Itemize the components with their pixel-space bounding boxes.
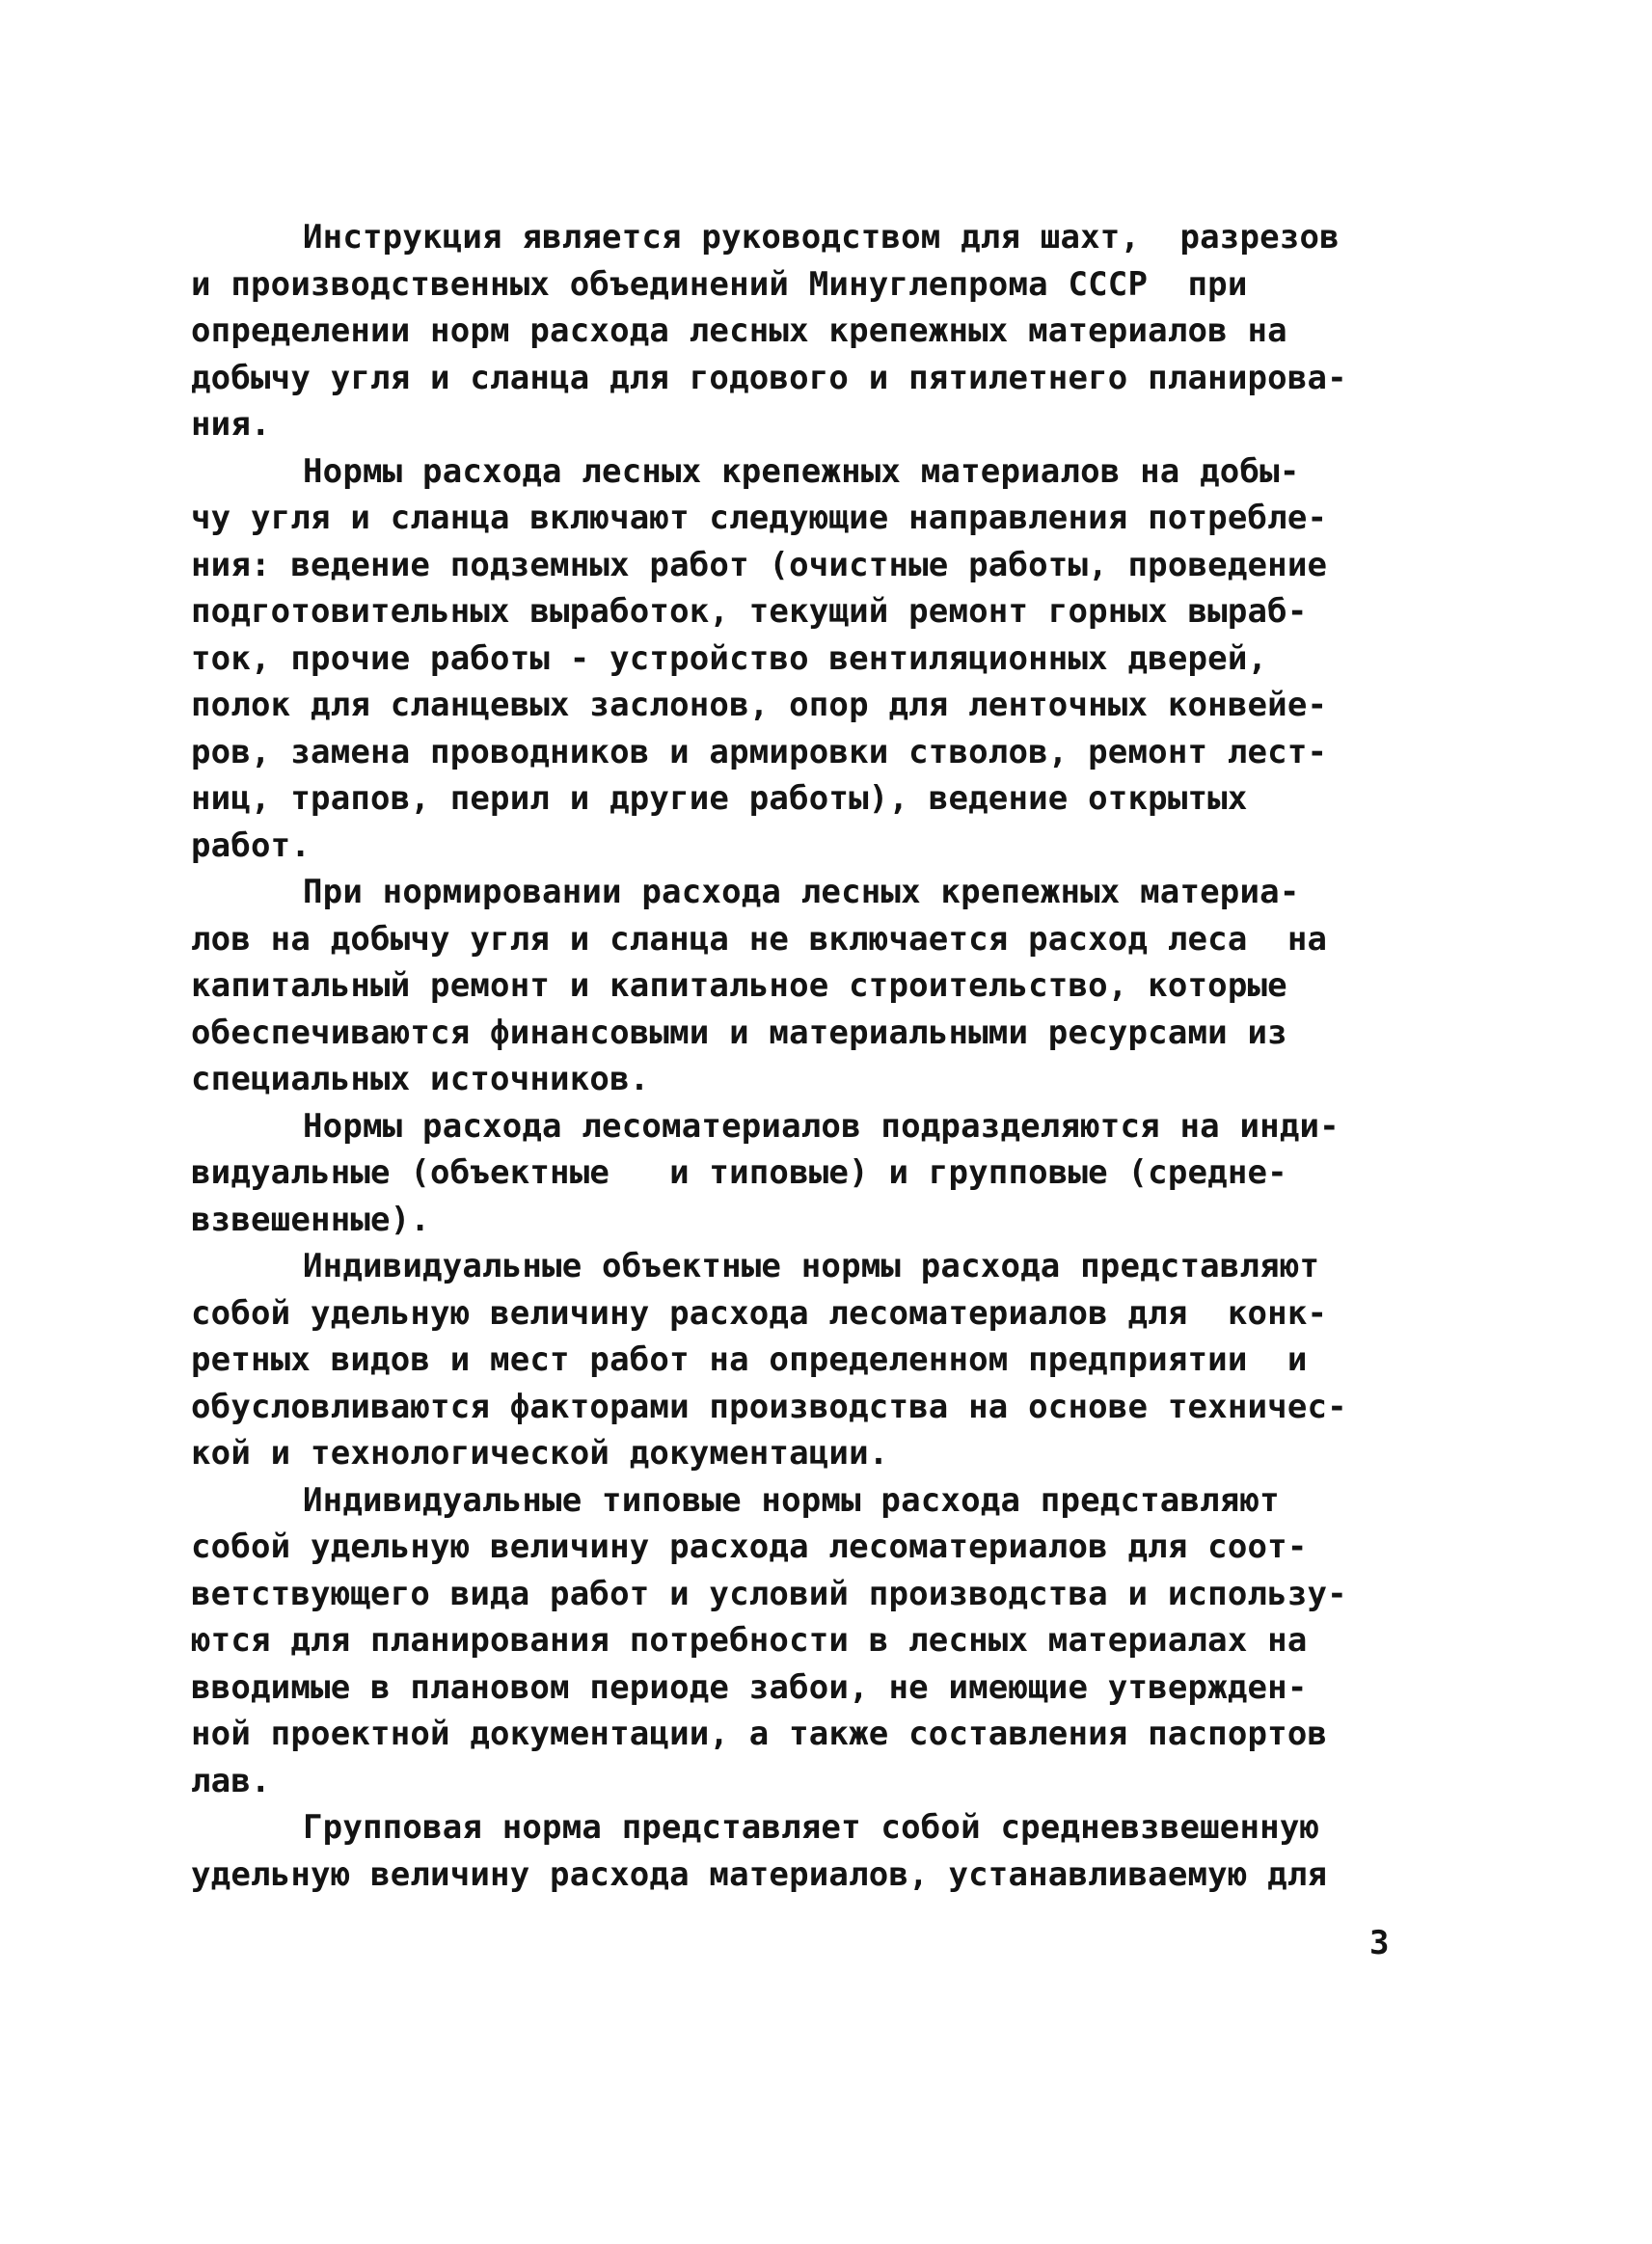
text-line: ются для планирования потребности в лесных материалах на xyxy=(191,1621,1308,1660)
text-line: ров, замена проводников и армировки стволов, ремонт лест- xyxy=(191,732,1328,771)
paragraph-5 xyxy=(191,1243,1445,1477)
paragraph-4 xyxy=(191,1103,1445,1244)
text-line: ветствующего вида работ и условий производства и использу- xyxy=(191,1574,1347,1613)
text-line: добычу угля и сланца для годового и пятилетнего планирова- xyxy=(191,358,1347,397)
text-line: ния. xyxy=(191,405,271,444)
text-line: удельную величину расхода материалов, устанавливаемую для xyxy=(191,1854,1328,1894)
text-line: взвешенные). xyxy=(191,1200,431,1239)
text-line: При нормировании расхода лесных крепежных материа- xyxy=(303,873,1300,911)
paragraph-1 xyxy=(191,214,1445,448)
text-line: полок для сланцевых заслонов, опор для ленточных конвейе- xyxy=(191,686,1328,724)
text-line: обеспечиваются финансовыми и материальными ресурсами из xyxy=(191,1013,1287,1052)
paragraph-6 xyxy=(191,1477,1445,1805)
paragraph-2 xyxy=(191,448,1445,870)
text-line: специальных источников. xyxy=(191,1060,650,1098)
text-line: Нормы расхода лесных крепежных материалов на добы- xyxy=(303,451,1300,491)
text-line: собой удельную величину расхода лесоматериалов для соот- xyxy=(191,1528,1308,1566)
text-line: видуальные (объектные и типовые) и групповые (средне- xyxy=(191,1153,1287,1192)
text-line: Нормы расхода лесоматериалов подразделяются на инди- xyxy=(303,1106,1340,1146)
text-line: Индивидуальные типовые нормы расхода представляют xyxy=(303,1480,1280,1520)
text-line: работ. xyxy=(191,825,311,865)
text-line: собой удельную величину расхода лесоматериалов для конк- xyxy=(191,1293,1328,1333)
text-line: кой и технологической документации. xyxy=(191,1434,889,1473)
paragraph-7 xyxy=(191,1804,1445,1898)
text-line: ния: ведение подземных работ (очистные работы, проведение xyxy=(191,545,1328,584)
text-line: Инструкция является руководством для шахт, разрезов xyxy=(303,218,1340,257)
text-line: чу угля и сланца включают следующие направления потребле- xyxy=(191,499,1328,537)
paragraph-3 xyxy=(191,869,1445,1103)
text-line: вводимые в плановом периоде забои, не имеющие утвержден- xyxy=(191,1667,1308,1707)
text-line: ретных видов и мест работ на определенном предприятии и xyxy=(191,1340,1308,1379)
text-line: обусловливаются факторами производства на основе техничес- xyxy=(191,1387,1347,1426)
text-line: ной проектной документации, а также составления паспортов xyxy=(191,1715,1328,1753)
text-line: и производственных объединений Минуглепрома СССР при xyxy=(191,264,1248,304)
text-line: Групповая норма представляет собой средневзвешенную xyxy=(303,1808,1320,1847)
text-line: подготовительных выработок, текущий ремонт горных выраб- xyxy=(191,592,1308,631)
text-line: ток, прочие работы - устройство вентиляционных дверей, xyxy=(191,638,1268,678)
text-line: капитальный ремонт и капитальное строительство, которые xyxy=(191,966,1287,1005)
text-line: лав. xyxy=(191,1761,271,1800)
page-number: 3 xyxy=(1369,1924,1390,1962)
text-line: лов на добычу угля и сланца не включается расход леса на xyxy=(191,919,1328,959)
text-line: ниц, трапов, перил и другие работы), ведение открытых xyxy=(191,779,1248,818)
body-text xyxy=(191,214,1445,1898)
text-line: определении норм расхода лесных крепежных материалов на xyxy=(191,311,1287,350)
text-line: Индивидуальные объектные нормы расхода представляют xyxy=(303,1247,1320,1285)
